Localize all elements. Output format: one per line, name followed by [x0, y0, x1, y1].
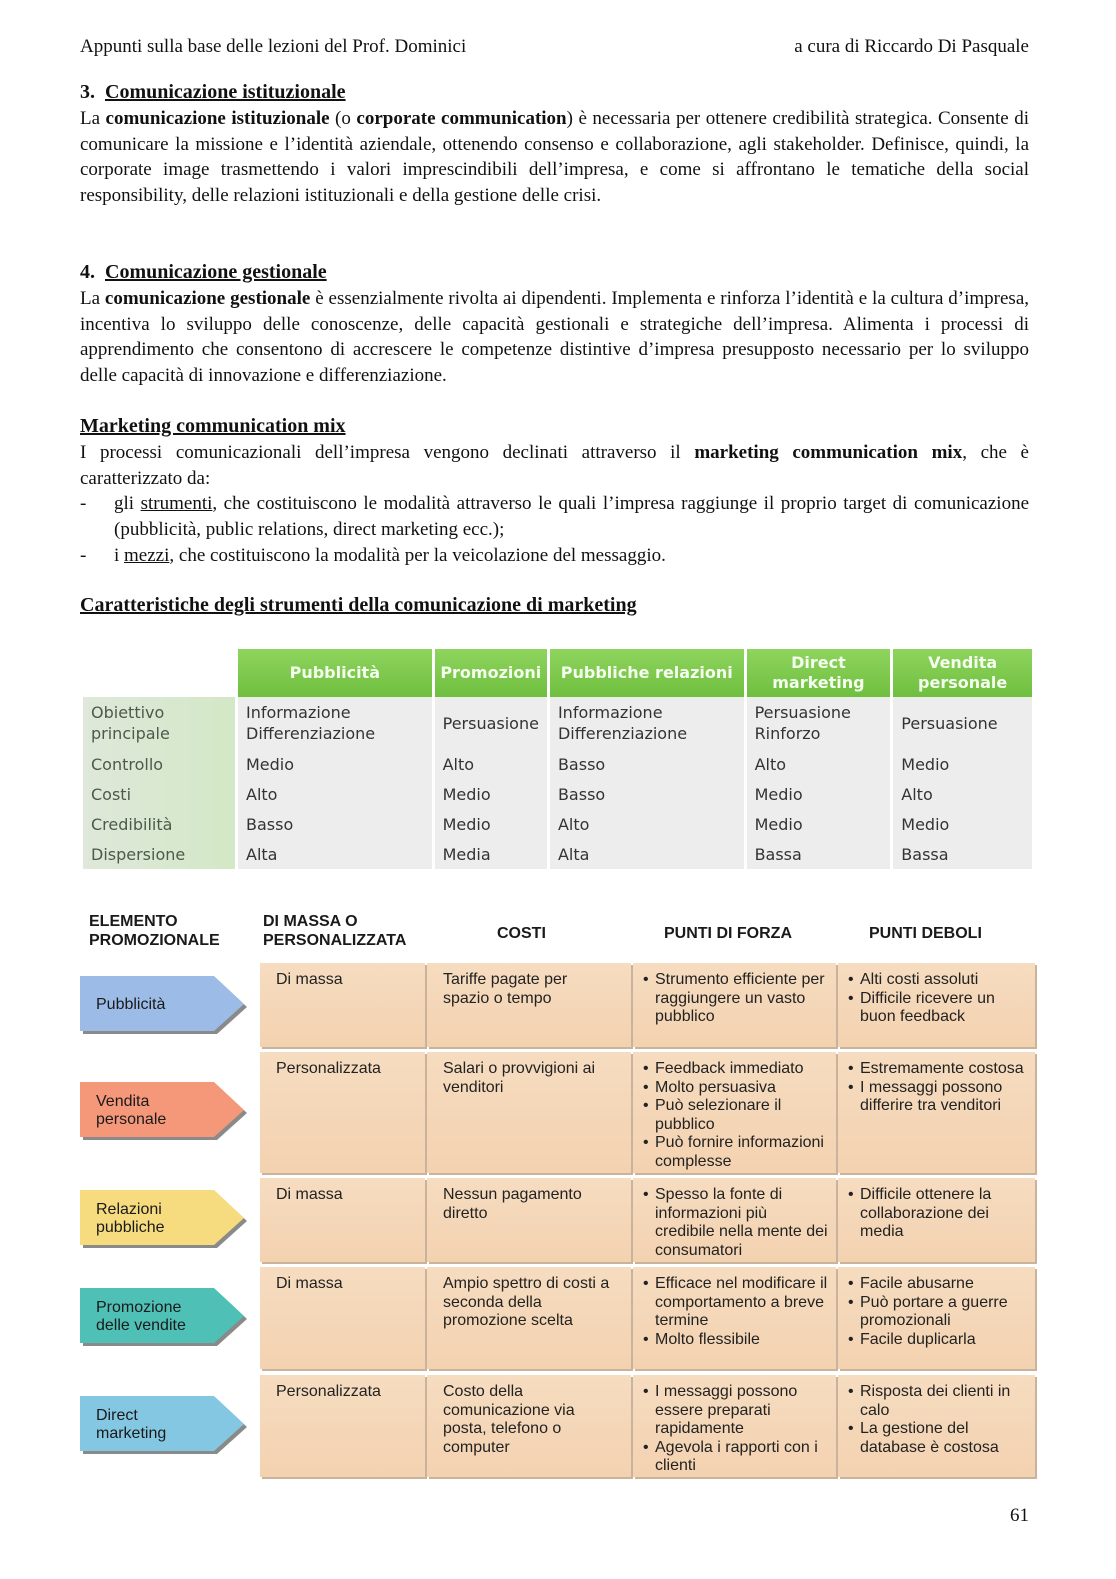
list-item: • Spesso la fonte di informazioni più credibile nella mente dei consumatori [643, 1186, 828, 1260]
col-header: Direct marketing [747, 649, 891, 697]
list-item: • Estremamente costosa [848, 1060, 1027, 1079]
col-header: Promozioni [435, 649, 547, 697]
text-run: (o [329, 107, 357, 129]
list-item: • Strumento efficiente per raggiungere un vasto pubblico [643, 971, 828, 1027]
table-row [83, 839, 1032, 869]
section-4-title-text: Comunicazione gestionale [105, 261, 327, 283]
col-header: Vendita personale [893, 649, 1032, 697]
table-cell: Bassa [747, 839, 891, 869]
header-text: ELEMENTO PROMOZIONALE [89, 913, 220, 949]
costi-text: Ampio spettro di costi a seconda della promozione scelta [443, 1275, 610, 1329]
promo-row [80, 1052, 1035, 1173]
cell-punti-deboli [838, 1375, 1035, 1477]
list-item: • Può selezionare il pubblico [643, 1097, 828, 1134]
promo-element-label: Vendita personale [96, 1093, 167, 1128]
cell-tipo [260, 963, 425, 1047]
costi-text: Salari o provvigioni ai venditori [443, 1060, 596, 1096]
list-item: • Molto persuasiva [643, 1079, 828, 1098]
table-cell: Medio [435, 779, 547, 809]
promo-element-arrow [80, 1396, 248, 1454]
mix-section [80, 414, 1029, 491]
tipo-text: Personalizzata [276, 1060, 381, 1077]
cell-punti-deboli-list [848, 1060, 1027, 1116]
header-costi: COSTI [497, 925, 546, 942]
text-run: , che è caratterizzato da: [80, 441, 1029, 489]
col-header: Pubbliche relazioni [550, 649, 744, 697]
table-cell: Basso [550, 749, 744, 779]
list-item: • I messaggi possono differire tra venditori [848, 1079, 1027, 1116]
table-cell: Basso [550, 779, 744, 809]
section-3-title [80, 80, 1029, 106]
text-run-bold: marketing communication mix [694, 441, 963, 463]
table-cell: Medio [238, 749, 432, 779]
cell-costi [427, 1375, 631, 1477]
table-cell: Medio [747, 779, 891, 809]
cell-punti-forza-list [643, 971, 828, 1027]
text-run-bold: corporate communication [356, 107, 567, 129]
list-item: • Risposta dei clienti in calo [848, 1383, 1027, 1420]
table-cell: Medio [893, 749, 1032, 779]
text-run-bold: comunicazione istituzionale [105, 107, 330, 129]
costi-text: Costo della comunicazione via posta, telefono o computer [443, 1383, 575, 1456]
table-row [83, 779, 1032, 809]
cell-tipo [260, 1178, 425, 1262]
list-item: • Efficace nel modificare il comportamento a breve termine [643, 1275, 828, 1331]
costi-text: Nessun pagamento diretto [443, 1186, 582, 1222]
promo-element-label: Direct marketing [96, 1407, 167, 1442]
list-item: • Può portare a guerre promozionali [848, 1294, 1027, 1331]
mix-bullets [80, 491, 1029, 568]
tipo-text: Di massa [276, 1275, 343, 1292]
list-item: • Agevola i rapporti con i clienti [643, 1439, 828, 1476]
cell-costi [427, 1052, 631, 1173]
text-run: i [114, 544, 125, 566]
header-right: a cura di Riccardo Di Pasquale [794, 36, 1029, 57]
bullet-dash: - [80, 544, 87, 566]
text-run: ) è necessaria per ottenere credibilità strategica. Consente di comunicare la missione e l’identità aziendale, ottenendo consenso e collaborazione, agli stakeholder. Definisce, quindi, la corporate image trasmettendo i valori imprescindibili dell’impresa, e come si affrontano le tematiche della social responsibility, delle relazioni istituzionali e della gestione delle crisi. [80, 107, 1030, 207]
text-run-underlined: strumenti [140, 493, 213, 514]
cell-punti-forza [633, 1375, 836, 1477]
mix-title [80, 414, 1029, 440]
table-cell: Alta [550, 839, 744, 869]
page-number: 61 [1010, 1505, 1029, 1526]
table-cell: Bassa [893, 839, 1032, 869]
cell-costi [427, 1178, 631, 1262]
header-text: DI MASSA O PERSONALIZZATA [263, 913, 407, 949]
promo-element-label: Promozione delle vendite [96, 1299, 186, 1334]
table-cell: Basso [238, 809, 432, 839]
section-3-number: 3. [80, 81, 95, 103]
tipo-text: Di massa [276, 1186, 343, 1203]
cell-punti-forza [633, 1178, 836, 1262]
promo-row [80, 1178, 1035, 1262]
section-3-title-text: Comunicazione istituzionale [105, 81, 346, 103]
table-cell: Persuasione [435, 697, 547, 749]
cell-punti-deboli [838, 1267, 1035, 1369]
cell-costi [427, 1267, 631, 1369]
cell-punti-forza [633, 1052, 836, 1173]
promo-element-arrow [80, 1288, 248, 1346]
table-corner [83, 649, 235, 697]
strumenti-table-header-row [83, 649, 1032, 697]
cell-punti-deboli [838, 1052, 1035, 1173]
table-row [83, 749, 1032, 779]
strumenti-table [80, 649, 1035, 869]
tipo-text: Personalizzata [276, 1383, 381, 1400]
table-cell: Persuasione Rinforzo [747, 697, 891, 749]
cell-punti-forza-list [643, 1186, 828, 1260]
promo-element-label: Pubblicità [96, 996, 166, 1013]
table-row [83, 697, 1032, 749]
promo-element-arrow [80, 1190, 248, 1248]
text-run: I processi comunicazionali dell’impresa vengono declinati attraverso il [80, 441, 695, 463]
list-item: • Può fornire informazioni complesse [643, 1134, 828, 1171]
promo-element-arrow [80, 1082, 248, 1140]
row-header: Dispersione [83, 839, 235, 869]
row-header: Obiettivo principale [83, 697, 235, 749]
text-run: , che costituiscono la modalità per la veicolazione del messaggio. [169, 544, 666, 566]
cell-punti-forza [633, 963, 836, 1047]
text-run: gli [114, 493, 141, 514]
section-3 [80, 80, 1029, 209]
mix-bullet-2 [80, 543, 1029, 569]
text-run: è essenzialmente rivolta ai dipendenti. Implementa e rinforza l’identità e la cultura d’impresa, incentiva lo sviluppo delle conoscenze, delle capacità gestionali e strategiche dell’impresa. Alimenta i processi di apprendimento che consentono di accrescere le competenze distintive d’impresa presupposto necessario per lo sviluppo delle capacità di innovazione e differenziazione. [80, 287, 1030, 387]
bullet-dash: - [80, 493, 87, 514]
promo-row [80, 1375, 1035, 1477]
bullet-text [114, 543, 1029, 569]
cell-tipo [260, 1052, 425, 1173]
text-run-underlined: mezzi [124, 544, 170, 566]
section-3-paragraph [80, 106, 1029, 209]
mix-bullet-1 [80, 491, 1029, 543]
table-cell: Alto [238, 779, 432, 809]
list-item: • Feedback immediato [643, 1060, 828, 1079]
text-run: , che costituiscono le modalità attraverso le quali l’impresa raggiunge il proprio target di comunicazione (pubblicità, public relations, direct marketing ecc.); [114, 493, 1030, 540]
table-cell: Alto [435, 749, 547, 779]
table-cell: Alto [893, 779, 1032, 809]
promo-row [80, 963, 1035, 1047]
row-header: Costi [83, 779, 235, 809]
section-4-paragraph [80, 286, 1029, 389]
table-cell: Alto [747, 749, 891, 779]
row-header: Controllo [83, 749, 235, 779]
mix-title-text: Marketing communication mix [80, 415, 346, 437]
cell-punti-deboli [838, 1178, 1035, 1262]
cell-punti-forza-list [643, 1383, 828, 1476]
caratteristiche-title-text: Caratteristiche degli strumenti della comunicazione di marketing [80, 594, 637, 616]
cell-tipo [260, 1267, 425, 1369]
header-punti-forza: PUNTI DI FORZA [664, 925, 792, 942]
table-cell: Alta [238, 839, 432, 869]
cell-punti-forza-list [643, 1275, 828, 1349]
list-item: • Alti costi assoluti [848, 971, 1027, 990]
promo-row [80, 1267, 1035, 1369]
cell-tipo [260, 1375, 425, 1477]
table-cell: Informazione Differenziazione [238, 697, 432, 749]
table-cell: Informazione Differenziazione [550, 697, 744, 749]
header-massa [263, 912, 433, 950]
list-item: • La gestione del database è costosa [848, 1420, 1027, 1457]
section-4-number: 4. [80, 261, 95, 283]
header-punti-deboli: PUNTI DEBOLI [869, 925, 982, 942]
cell-punti-forza-list [643, 1060, 828, 1171]
cell-punti-deboli-list [848, 971, 1027, 1027]
caratteristiche-title [80, 594, 637, 617]
text-run: La [80, 287, 105, 309]
list-item: • Facile duplicarla [848, 1331, 1027, 1350]
table-cell: Medio [747, 809, 891, 839]
tipo-text: Di massa [276, 971, 343, 988]
table-row [83, 809, 1032, 839]
list-item: • Molto flessibile [643, 1331, 828, 1350]
header-left: Appunti sulla base delle lezioni del Prof. Dominici [80, 36, 467, 57]
col-header: Pubblicità [238, 649, 432, 697]
cell-costi [427, 963, 631, 1047]
header-elemento [89, 912, 239, 950]
promo-element-label: Relazioni pubbliche [96, 1201, 165, 1236]
table-cell: Medio [893, 809, 1032, 839]
bullet-text [114, 491, 1029, 543]
cell-punti-deboli [838, 963, 1035, 1047]
table-cell: Alto [550, 809, 744, 839]
costi-text: Tariffe pagate per spazio o tempo [443, 971, 568, 1007]
list-item: • Difficile ricevere un buon feedback [848, 990, 1027, 1027]
text-run: La [80, 107, 106, 129]
promo-element-arrow [80, 976, 248, 1034]
table-cell: Media [435, 839, 547, 869]
list-item: • I messaggi possono essere preparati rapidamente [643, 1383, 828, 1439]
list-item: • Facile abusarne [848, 1275, 1027, 1294]
row-header: Credibilità [83, 809, 235, 839]
cell-punti-deboli-list [848, 1275, 1027, 1349]
table-cell: Medio [435, 809, 547, 839]
cell-punti-deboli-list [848, 1383, 1027, 1457]
cell-punti-deboli-list [848, 1186, 1027, 1242]
cell-punti-forza [633, 1267, 836, 1369]
list-item: • Difficile ottenere la collaborazione dei media [848, 1186, 1027, 1242]
mix-paragraph [80, 440, 1029, 492]
table-cell: Persuasione [893, 697, 1032, 749]
text-run-bold: comunicazione gestionale [104, 287, 311, 309]
section-4-title [80, 260, 1029, 286]
section-4 [80, 260, 1029, 389]
